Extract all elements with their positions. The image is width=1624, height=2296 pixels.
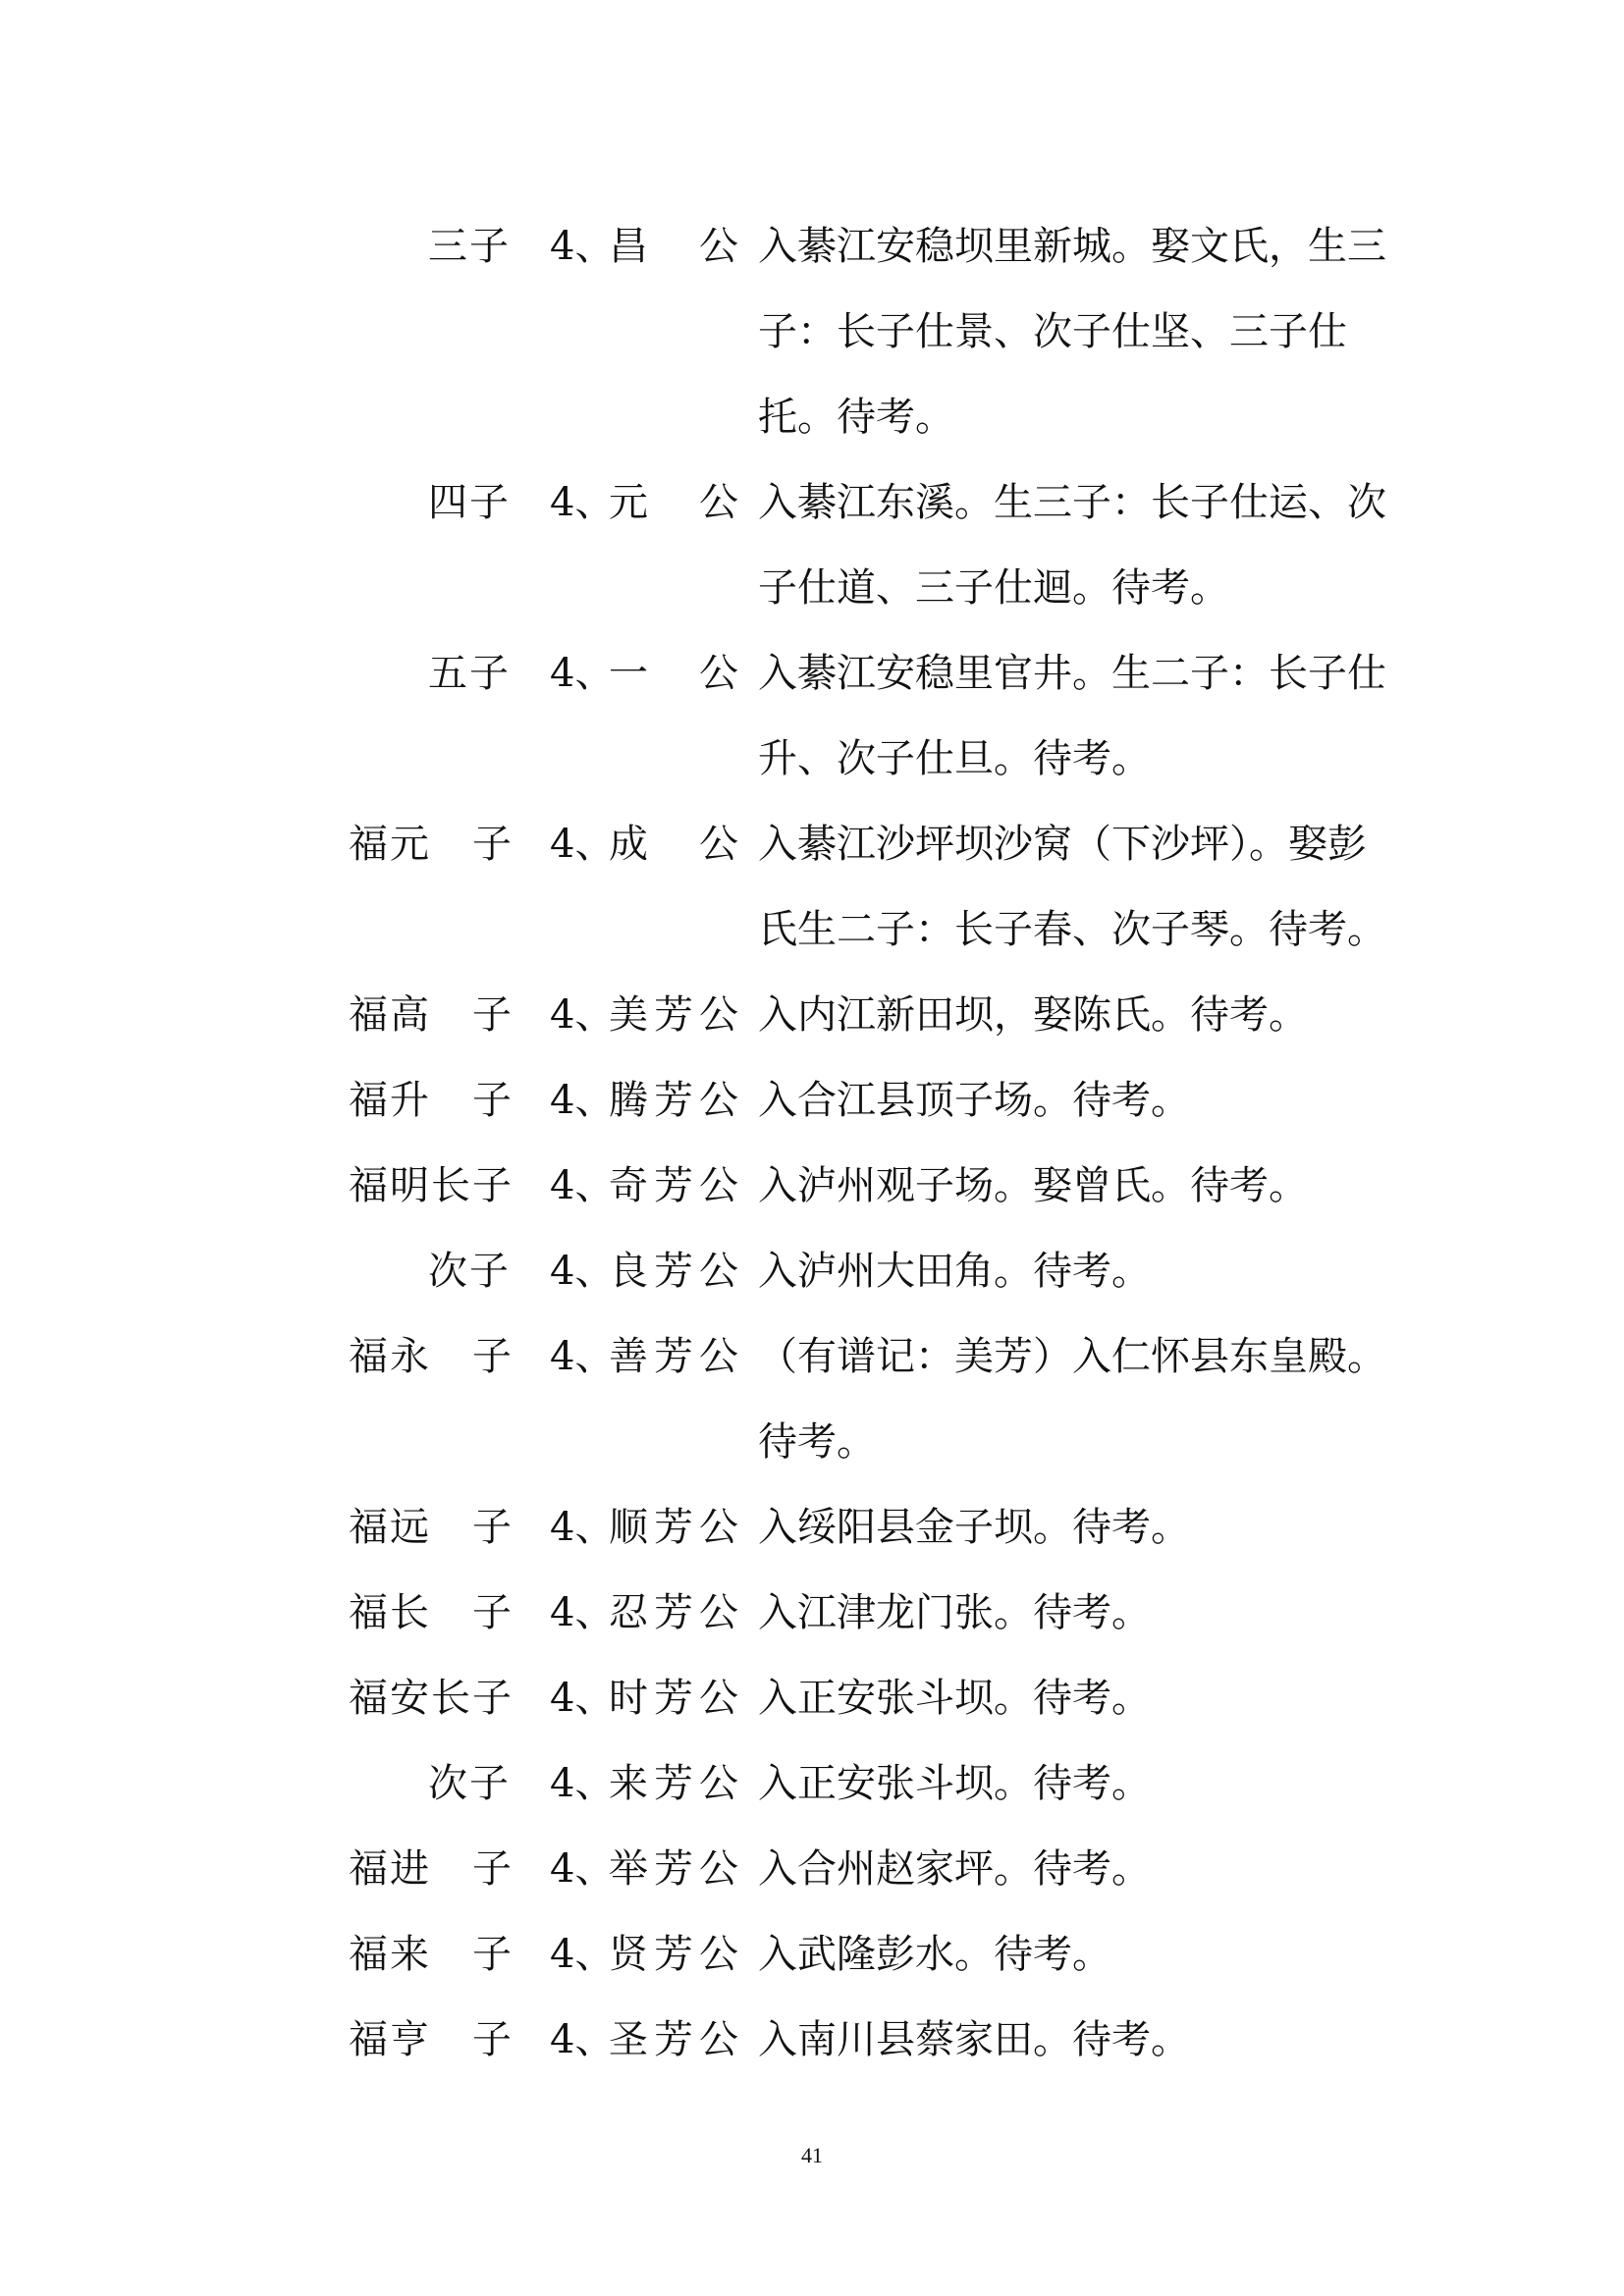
page-number: 41 — [801, 2143, 823, 2167]
entry — [349, 1229, 1399, 1314]
entry-relation: 福远 子 — [349, 1505, 514, 1550]
entry-description: 入綦江安稳坝里新城。娶文氏，生三子：长子仕景、次子仕坚、三子仕托。待考。 — [758, 224, 1386, 440]
entry-name: 时芳公 — [609, 1676, 738, 1721]
entry-generation: 4、 — [550, 224, 615, 269]
entry-relation: 福进 子 — [349, 1846, 514, 1892]
entry-name: 顺芳公 — [609, 1505, 738, 1550]
entry-generation: 4、 — [550, 1846, 615, 1892]
entry-description: 入南川县蔡家田。待考。 — [758, 2017, 1190, 2062]
entry-relation: 福长 子 — [349, 1590, 514, 1635]
entry-relation: 四子 — [428, 480, 511, 525]
entry — [349, 1656, 1399, 1741]
entry-relation: 次子 — [428, 1761, 511, 1806]
entry-name: 圣芳公 — [609, 2017, 738, 2062]
entry-relation: 福安长子 — [349, 1676, 514, 1721]
entry-relation: 福升 子 — [349, 1078, 514, 1123]
entry-relation: 三子 — [428, 224, 511, 269]
entry-description: 入合州赵家坪。待考。 — [758, 1846, 1151, 1892]
entry-description: 入泸州观子场。娶曾氏。待考。 — [758, 1163, 1308, 1208]
entry-name: 来芳公 — [609, 1761, 738, 1806]
entry-generation: 4、 — [550, 480, 615, 525]
entry-name: 举芳公 — [609, 1846, 738, 1892]
entry-relation: 五子 — [428, 651, 511, 696]
entry-name: 贤芳公 — [609, 1932, 738, 1977]
entry-relation: 福亨 子 — [349, 2017, 514, 2062]
entry — [349, 1485, 1399, 1571]
entry-name: 腾芳公 — [609, 1078, 738, 1123]
genealogy-entries — [349, 204, 1399, 2083]
entry-generation: 4、 — [550, 822, 615, 867]
entry-generation: 4、 — [550, 1932, 615, 1977]
entry-generation: 4、 — [550, 1334, 615, 1379]
entry-generation: 4、 — [550, 1078, 615, 1123]
entry-name: 善芳公 — [609, 1334, 738, 1379]
entry-description: 入合江县顶子场。待考。 — [758, 1078, 1190, 1123]
entry-generation: 4、 — [550, 651, 615, 696]
entry-name: 美芳公 — [609, 992, 738, 1038]
entry — [349, 1571, 1399, 1656]
entry — [349, 1058, 1399, 1144]
entry — [349, 631, 1399, 802]
entry — [349, 973, 1399, 1058]
entry — [349, 204, 1399, 460]
entry-name: 元 公 — [609, 480, 738, 525]
entry-description: （有谱记：美芳）入仁怀县东皇殿。待考。 — [758, 1334, 1386, 1465]
entry-name: 良芳公 — [609, 1249, 738, 1294]
entry-description: 入江津龙门张。待考。 — [758, 1590, 1151, 1635]
entry-description: 入正安张斗坝。待考。 — [758, 1761, 1151, 1806]
entry-description: 入正安张斗坝。待考。 — [758, 1676, 1151, 1721]
entry-name: 成 公 — [609, 822, 738, 867]
entry-description: 入綦江安稳里官井。生二子：长子仕升、次子仕旦。待考。 — [758, 651, 1386, 781]
entry-relation: 福元 子 — [349, 822, 514, 867]
entry-name: 一 公 — [609, 651, 738, 696]
entry-description: 入武隆彭水。待考。 — [758, 1932, 1111, 1977]
entry-description: 入綦江东溪。生三子：长子仕运、次子仕道、三子仕迴。待考。 — [758, 480, 1386, 611]
entry — [349, 1998, 1399, 2083]
entry-generation: 4、 — [550, 1505, 615, 1550]
entry-name: 忍芳公 — [609, 1590, 738, 1635]
entry-generation: 4、 — [550, 1761, 615, 1806]
entry-description: 入绥阳县金子坝。待考。 — [758, 1505, 1190, 1550]
entry — [349, 1741, 1399, 1827]
entry — [349, 1314, 1399, 1485]
entry — [349, 802, 1399, 973]
entry — [349, 1144, 1399, 1229]
entry-generation: 4、 — [550, 1676, 615, 1721]
entry-generation: 4、 — [550, 992, 615, 1038]
entry-name: 昌 公 — [609, 224, 738, 269]
entry-name: 奇芳公 — [609, 1163, 738, 1208]
entry-generation: 4、 — [550, 2017, 615, 2062]
entry-generation: 4、 — [550, 1163, 615, 1208]
entry — [349, 1827, 1399, 1912]
entry-relation: 福高 子 — [349, 992, 514, 1038]
entry-description: 入泸州大田角。待考。 — [758, 1249, 1151, 1294]
entry-description: 入内江新田坝，娶陈氏。待考。 — [758, 992, 1308, 1038]
entry-generation: 4、 — [550, 1249, 615, 1294]
entry — [349, 1912, 1399, 1998]
entry-relation: 福永 子 — [349, 1334, 514, 1379]
entry-relation: 次子 — [428, 1249, 511, 1294]
entry — [349, 460, 1399, 631]
entry-description: 入綦江沙坪坝沙窝（下沙坪）。娶彭氏生二子：长子春、次子琴。待考。 — [758, 822, 1386, 952]
entry-generation: 4、 — [550, 1590, 615, 1635]
entry-relation: 福来 子 — [349, 1932, 514, 1977]
entry-relation: 福明长子 — [349, 1163, 514, 1208]
